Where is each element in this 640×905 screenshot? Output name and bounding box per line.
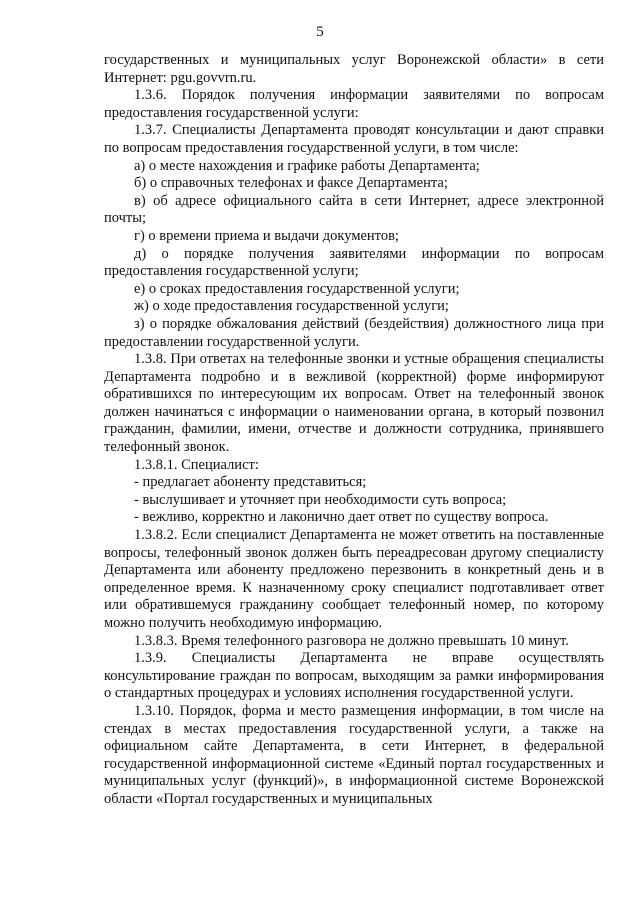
- paragraph: - вежливо, корректно и лаконично дает ответ по существу вопроса.: [134, 509, 549, 526]
- paragraph: 1.3.8. При ответах на телефонные звонки и устные обращения специалисты Департамента подробно и в вежливой (корректной) форме информируют обратившихся по интересующим их вопросам. Ответ на телефонный звонок должен начинаться с информации о наименовании органа, в который позвонил гражданин, фамилии, имени, отчестве и должности сотрудника, принявшего телефонный звонок.: [104, 351, 604, 456]
- paragraph: 1.3.6. Порядок получения информации заявителями по вопросам предоставления государственной услуги:: [104, 87, 604, 121]
- paragraph: а) о месте нахождения и графике работы Департамента;: [134, 157, 480, 174]
- paragraph: 1.3.8.3. Время телефонного разговора не должно превышать 10 минут.: [134, 632, 569, 649]
- paragraph: 1.3.10. Порядок, форма и место размещения информации, в том числе на стендах в местах предоставления государственной услуги, а также на официальном сайте Департамента, в сети Интернет, в федеральной государственной информационной системе «Единый портал государственных и муниципальных услуг (функций)», в информационной системе Воронежской области «Портал государственных и муниципальных: [104, 702, 604, 807]
- paragraph: б) о справочных телефонах и факсе Департамента;: [134, 175, 448, 192]
- paragraph: - предлагает абоненту представиться;: [134, 474, 367, 491]
- document-body: [104, 52, 604, 809]
- paragraph: государственных и муниципальных услуг Воронежской области» в сети Интернет: pgu.govvrn.ru.: [104, 52, 604, 86]
- paragraph: в) об адресе официального сайта в сети Интернет, адресе электронной почты;: [104, 192, 604, 227]
- paragraph: д) о порядке получения заявителями информации по вопросам предоставления государственной услуги;: [104, 245, 604, 280]
- paragraph: е) о сроках предоставления государственной услуги;: [134, 280, 460, 297]
- paragraph: з) о порядке обжалования действий (бездействия) должностного лица при предоставлении государственной услуги.: [104, 315, 604, 350]
- paragraph: г) о времени приема и выдачи документов;: [134, 227, 399, 244]
- paragraph: - выслушивает и уточняет при необходимости суть вопроса;: [134, 491, 507, 508]
- paragraph: 1.3.8.1. Специалист:: [134, 456, 259, 473]
- paragraph: ж) о ходе предоставления государственной услуги;: [134, 298, 449, 315]
- paragraph: 1.3.7. Специалисты Департамента проводят консультации и дают справки по вопросам предоставления государственной услуги, в том числе:: [104, 122, 604, 156]
- paragraph: 1.3.9. Специалисты Департамента не вправе осуществлять консультирование граждан по вопросам, выходящим за рамки информирования о стандартных процедурах и условиях исполнения государственной услуги.: [104, 650, 604, 702]
- page-number: 5: [316, 24, 324, 40]
- paragraph: 1.3.8.2. Если специалист Департамента не может ответить на поставленные вопросы, телефонный звонок должен быть переадресован другому специалисту Департамента или абоненту предложено перезвонить в конкретный день и в определенное время. К назначенному сроку специалист подготавливает ответ или обратившемуся гражданину сообщает телефонный номер, по которому можно получить необходимую информацию.: [104, 527, 604, 631]
